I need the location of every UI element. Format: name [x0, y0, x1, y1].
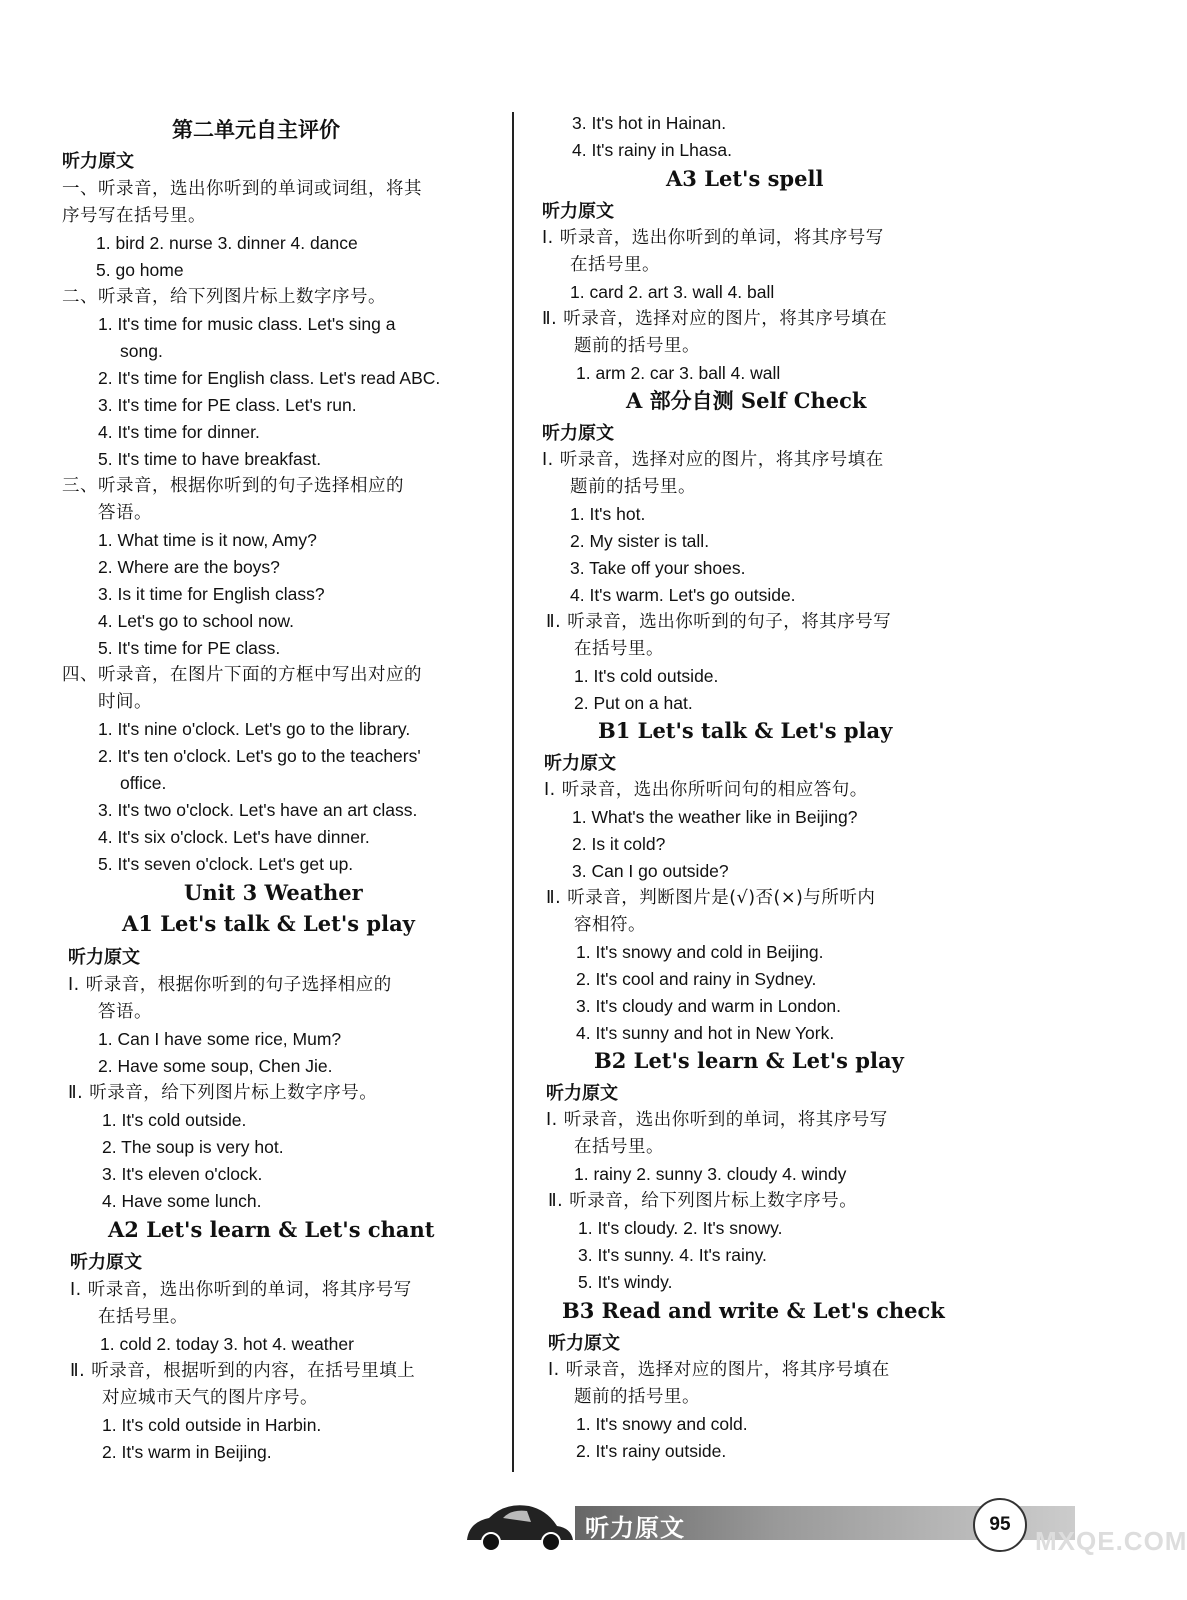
- section-label: 听力原文: [542, 201, 614, 222]
- section-label: 听力原文: [68, 947, 140, 968]
- question-instruction: 二、听录音，给下列图片标上数字序号。: [62, 287, 386, 307]
- transcript-line: 3. It's eleven o'clock.: [102, 1164, 263, 1184]
- question-instruction: Ⅰ. 听录音，选择对应的图片，将其序号填在: [542, 450, 884, 470]
- question-instruction: Ⅱ. 听录音，选择对应的图片，将其序号填在: [542, 309, 888, 329]
- transcript-line: 1. cold 2. today 3. hot 4. weather: [100, 1334, 354, 1354]
- transcript-line: 1. It's cold outside.: [102, 1110, 247, 1130]
- question-instruction: 三、听录音，根据你听到的句子选择相应的: [62, 476, 404, 496]
- car-icon: [459, 1496, 579, 1556]
- section-heading: A1 Let's talk & Let's play: [122, 911, 415, 936]
- section-label: 听力原文: [542, 423, 614, 444]
- question-instruction: 题前的括号里。: [574, 1387, 700, 1407]
- section-heading: Unit 3 Weather: [184, 880, 363, 905]
- transcript-line: 1. It's cold outside in Harbin.: [102, 1415, 322, 1435]
- section-heading: B3 Read and write & Let's check: [562, 1298, 945, 1323]
- question-instruction: 在括号里。: [574, 639, 664, 659]
- transcript-line: 1. It's time for music class. Let's sing a: [98, 314, 396, 334]
- column-divider: [512, 112, 514, 1472]
- transcript-line: 1. bird 2. nurse 3. dinner 4. dance: [96, 233, 358, 253]
- transcript-line: 5. It's windy.: [578, 1272, 673, 1292]
- transcript-line: 1. arm 2. car 3. ball 4. wall: [576, 363, 781, 383]
- question-instruction: 答语。: [98, 503, 152, 523]
- transcript-line: 2. Put on a hat.: [574, 693, 693, 713]
- transcript-line: 3. Take off your shoes.: [570, 558, 746, 578]
- question-instruction: Ⅱ. 听录音，选出你听到的句子，将其序号写: [546, 612, 892, 632]
- transcript-line: 1. What's the weather like in Beijing?: [572, 807, 858, 827]
- footer-label: 听力原文: [585, 1514, 685, 1542]
- question-instruction: Ⅰ. 听录音，选出你听到的单词，将其序号写: [70, 1280, 412, 1300]
- transcript-line: 3. Is it time for English class?: [98, 584, 325, 604]
- transcript-line: 2. Is it cold?: [572, 834, 666, 854]
- question-instruction: 题前的括号里。: [574, 336, 700, 356]
- transcript-line: 3. It's sunny. 4. It's rainy.: [578, 1245, 767, 1265]
- question-instruction: 时间。: [98, 692, 152, 712]
- transcript-line: song.: [120, 341, 163, 361]
- transcript-line: 5. It's time for PE class.: [98, 638, 281, 658]
- question-instruction: Ⅰ. 听录音，选出你听到的单词，将其序号写: [546, 1110, 888, 1130]
- transcript-line: 1. It's cloudy. 2. It's snowy.: [578, 1218, 783, 1238]
- question-instruction: Ⅰ. 听录音，选择对应的图片，将其序号填在: [548, 1360, 890, 1380]
- transcript-line: 2. My sister is tall.: [570, 531, 710, 551]
- transcript-line: 4. It's time for dinner.: [98, 422, 260, 442]
- question-instruction: Ⅰ. 听录音，选出你所听问句的相应答句。: [544, 780, 868, 800]
- question-instruction: 答语。: [98, 1002, 152, 1022]
- transcript-line: 2. It's time for English class. Let's read ABC.: [98, 368, 441, 388]
- question-instruction: 在括号里。: [570, 255, 660, 275]
- transcript-line: 3. It's cloudy and warm in London.: [576, 996, 842, 1016]
- transcript-line: 2. The soup is very hot.: [102, 1137, 284, 1157]
- transcript-line: 1. It's nine o'clock. Let's go to the library.: [98, 719, 411, 739]
- question-instruction: 在括号里。: [98, 1307, 188, 1327]
- section-label: 听力原文: [544, 753, 616, 774]
- page-footer: [455, 1490, 1187, 1562]
- question-instruction: Ⅱ. 听录音，根据听到的内容，在括号里填上: [70, 1361, 416, 1381]
- question-instruction: 在括号里。: [574, 1137, 664, 1157]
- transcript-line: 4. It's six o'clock. Let's have dinner.: [98, 827, 370, 847]
- transcript-line: 4. It's rainy in Lhasa.: [572, 140, 732, 160]
- transcript-line: office.: [120, 773, 167, 793]
- section-heading: B2 Let's learn & Let's play: [594, 1048, 904, 1073]
- question-instruction: Ⅱ. 听录音，判断图片是(√)否(×)与所听内: [546, 888, 876, 908]
- question-instruction: 四、听录音，在图片下面的方框中写出对应的: [62, 665, 422, 685]
- transcript-line: 2. It's rainy outside.: [576, 1441, 727, 1461]
- question-instruction: Ⅰ. 听录音，选出你听到的单词，将其序号写: [542, 228, 884, 248]
- transcript-line: 3. It's hot in Hainan.: [572, 113, 727, 133]
- transcript-line: 1. Can I have some rice, Mum?: [98, 1029, 342, 1049]
- section-label: 听力原文: [548, 1333, 620, 1354]
- question-instruction: 一、听录音，选出你听到的单词或词组，将其: [62, 179, 422, 199]
- question-instruction: Ⅱ. 听录音，给下列图片标上数字序号。: [68, 1083, 378, 1103]
- transcript-line: 2. It's cool and rainy in Sydney.: [576, 969, 817, 989]
- section-heading: A2 Let's learn & Let's chant: [108, 1217, 435, 1242]
- section-heading: A3 Let's spell: [666, 166, 824, 191]
- section-label: 听力原文: [62, 151, 134, 172]
- section-heading: 第二单元自主评价: [172, 117, 340, 142]
- transcript-line: 1. It's cold outside.: [574, 666, 719, 686]
- section-label: 听力原文: [546, 1083, 618, 1104]
- transcript-line: 1. It's hot.: [570, 504, 646, 524]
- transcript-line: 5. It's time to have breakfast.: [98, 449, 322, 469]
- question-instruction: 对应城市天气的图片序号。: [102, 1388, 318, 1408]
- question-instruction: Ⅱ. 听录音，给下列图片标上数字序号。: [548, 1191, 858, 1211]
- section-heading: B1 Let's talk & Let's play: [598, 718, 893, 743]
- transcript-line: 1. rainy 2. sunny 3. cloudy 4. windy: [574, 1164, 847, 1184]
- transcript-line: 5. go home: [96, 260, 184, 280]
- question-instruction: Ⅰ. 听录音，根据你听到的句子选择相应的: [68, 975, 392, 995]
- transcript-line: 1. It's snowy and cold in Beijing.: [576, 942, 824, 962]
- transcript-line: 1. What time is it now, Amy?: [98, 530, 317, 550]
- transcript-line: 2. Where are the boys?: [98, 557, 280, 577]
- question-instruction: 序号写在括号里。: [62, 206, 206, 226]
- transcript-line: 2. Have some soup, Chen Jie.: [98, 1056, 333, 1076]
- transcript-line: 2. It's ten o'clock. Let's go to the teachers': [98, 746, 421, 766]
- question-instruction: 容相符。: [574, 915, 646, 935]
- transcript-line: 1. It's snowy and cold.: [576, 1414, 748, 1434]
- section-label: 听力原文: [70, 1252, 142, 1273]
- question-instruction: 题前的括号里。: [570, 477, 696, 497]
- transcript-line: 3. It's time for PE class. Let's run.: [98, 395, 357, 415]
- transcript-line: 1. card 2. art 3. wall 4. ball: [570, 282, 775, 302]
- watermark-text: MXQE.COM: [1035, 1526, 1187, 1556]
- transcript-line: 4. It's warm. Let's go outside.: [570, 585, 796, 605]
- transcript-line: 3. It's two o'clock. Let's have an art class.: [98, 800, 418, 820]
- transcript-line: 5. It's seven o'clock. Let's get up.: [98, 854, 354, 874]
- section-heading: A 部分自测 Self Check: [626, 388, 867, 413]
- transcript-line: 4. Have some lunch.: [102, 1191, 262, 1211]
- transcript-line: 2. It's warm in Beijing.: [102, 1442, 272, 1462]
- transcript-line: 3. Can I go outside?: [572, 861, 729, 881]
- page-number: 95: [973, 1498, 1027, 1552]
- transcript-line: 4. Let's go to school now.: [98, 611, 294, 631]
- transcript-line: 4. It's sunny and hot in New York.: [576, 1023, 835, 1043]
